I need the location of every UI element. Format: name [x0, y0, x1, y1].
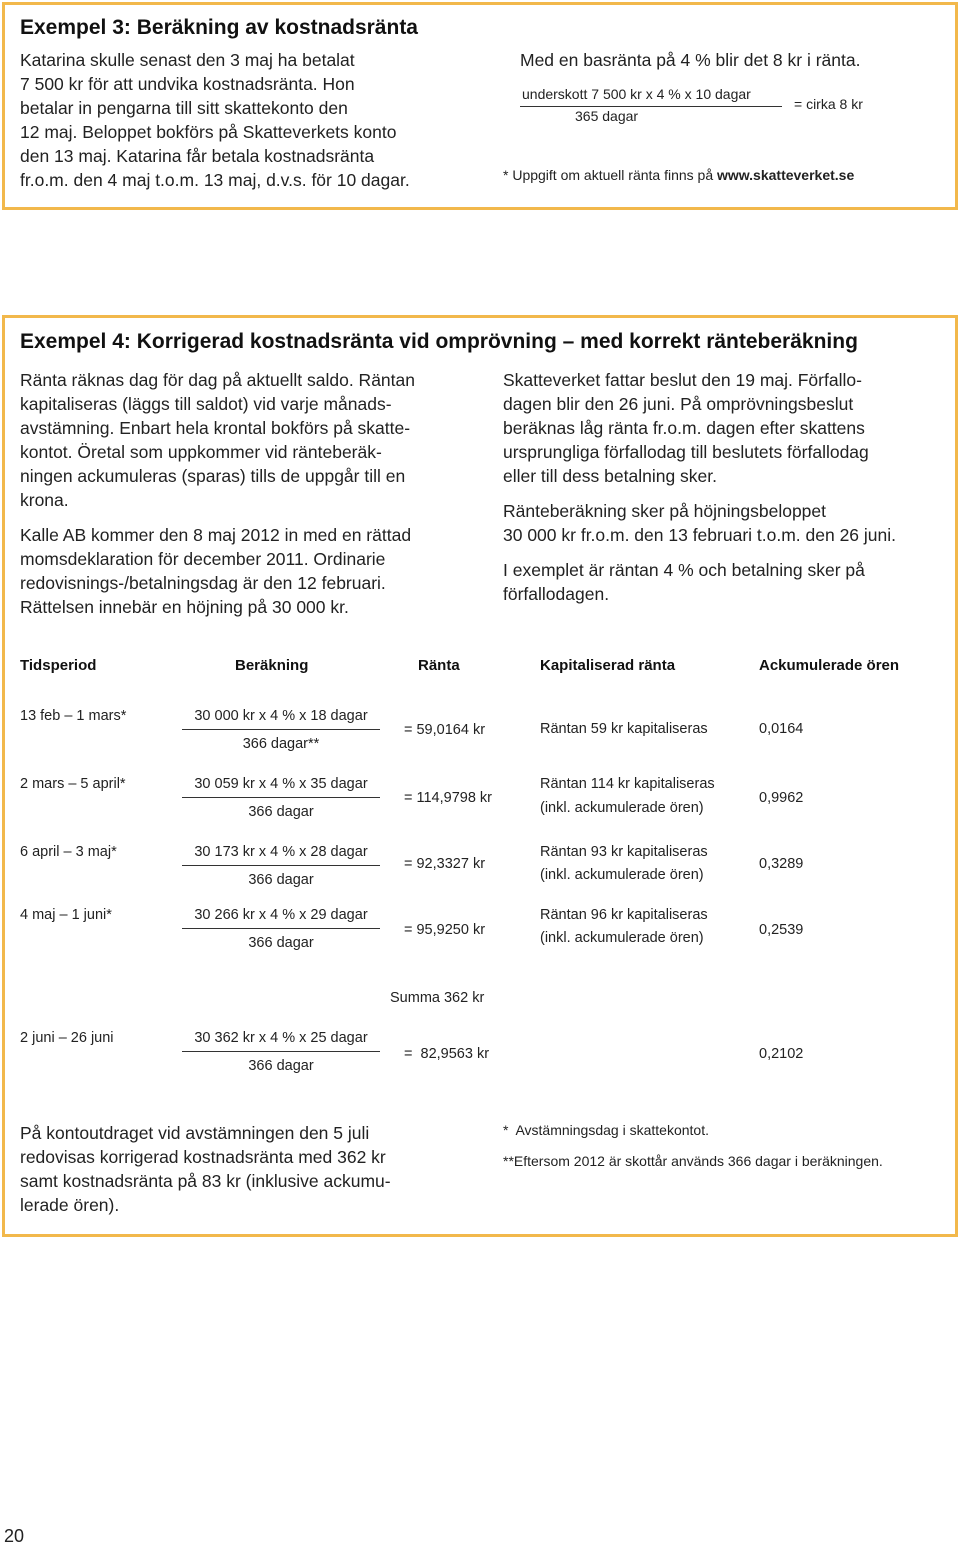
text-line: redovisnings-/betalningsdag är den 12 februari. — [20, 573, 386, 593]
table-header-berakning: Beräkning — [235, 657, 309, 674]
table-header-ranta: Ränta — [418, 657, 460, 674]
page-number: 20 — [4, 1526, 25, 1546]
text-line: Skatteverket fattar beslut den 19 maj. Förfallo- — [503, 370, 862, 390]
example3-line: 7 500 kr för att undvika kostnadsränta. Hon — [20, 74, 355, 94]
text-line: beräknas låg ränta fr.o.m. dagen efter skattens — [503, 418, 865, 438]
cell-ranta: = 82,9563 kr — [404, 1046, 490, 1062]
cell-oren: 0,2102 — [759, 1046, 804, 1062]
cell-numerator: 30 362 kr x 4 % x 25 dagar — [194, 1030, 368, 1046]
cell-oren: 0,3289 — [759, 856, 804, 872]
text-line: redovisas korrigerad kostnadsränta med 362 kr — [20, 1147, 386, 1167]
cell-denominator: 366 dagar — [248, 872, 314, 888]
footnote-skottar: **Eftersom 2012 är skottår används 366 dagar i beräkningen. — [503, 1153, 883, 1169]
cell-ranta: = 59,0164 kr — [404, 722, 486, 738]
table-header-ackumulerade: Ackumulerade ören — [759, 657, 900, 674]
cell-oren: 0,2539 — [759, 922, 804, 938]
text-line: förfallodagen. — [503, 584, 610, 604]
cell-kapitaliserad-note: (inkl. ackumulerade ören) — [540, 930, 704, 946]
text-line: avstämning. Enbart hela krontal bokförs på skatte- — [20, 418, 411, 438]
example3-formula-numerator: underskott 7 500 kr x 4 % x 10 dagar — [522, 86, 751, 102]
example3-footnote — [503, 167, 854, 183]
cell-kapitaliserad-note: (inkl. ackumulerade ören) — [540, 867, 704, 883]
cell-ranta: = 114,9798 kr — [404, 790, 493, 806]
cell-oren: 0,0164 — [759, 721, 804, 737]
table-header-tidsperiod: Tidsperiod — [20, 657, 97, 674]
fraction-line — [182, 797, 380, 798]
cell-numerator: 30 266 kr x 4 % x 29 dagar — [194, 907, 368, 923]
fraction-line — [182, 865, 380, 866]
cell-ranta: = 92,3327 kr — [404, 856, 486, 872]
example4-left-p2 — [20, 523, 490, 619]
example4-title: Exempel 4: Korrigerad kostnadsränta vid omprövning – med korrekt ränteberäkning — [20, 330, 858, 353]
cell-period: 2 mars – 5 april* — [20, 776, 126, 792]
cell-period: 6 april – 3 maj* — [20, 844, 117, 860]
example3-formula-denominator: 365 dagar — [575, 108, 639, 124]
example3-line: betalar in pengarna till sitt skattekonto den — [20, 98, 348, 118]
cell-denominator: 366 dagar — [248, 935, 314, 951]
text-line: ursprungliga förfallodag till beslutets förfallodag — [503, 442, 869, 462]
text-line: lerade ören). — [20, 1195, 120, 1215]
text-line: 30 000 kr fr.o.m. den 13 februari t.o.m. den 26 juni. — [503, 525, 897, 545]
text-line: ningen ackumuleras (sparas) tills de uppgår till en — [20, 466, 406, 486]
cell-period: 13 feb – 1 mars* — [20, 708, 127, 724]
text-line: samt kostnadsränta på 83 kr (inklusive ackumu- — [20, 1171, 391, 1191]
table-summa: Summa 362 kr — [390, 990, 485, 1006]
example3-text — [20, 48, 410, 192]
text-line: kontot. Öretal som uppkommer vid ränteberäk- — [20, 442, 382, 462]
example4-left-column — [20, 368, 490, 619]
cell-kapitaliserad: Räntan 114 kr kapitaliseras — [540, 776, 715, 792]
text-line: Ränteberäkning sker på höjningsbeloppet — [503, 501, 827, 521]
example3-formula-result: = cirka 8 kr — [794, 96, 863, 112]
cell-kapitaliserad-note: (inkl. ackumulerade ören) — [540, 800, 704, 816]
example3-formula-line — [520, 106, 782, 107]
example3-line: fr.o.m. den 4 maj t.o.m. 13 maj, d.v.s. för 10 dagar. — [20, 170, 410, 190]
text-line: Rättelsen innebär en höjning på 30 000 kr. — [20, 597, 349, 617]
cell-denominator: 366 dagar** — [242, 736, 320, 752]
skatteverket-link[interactable]: www.skatteverket.se — [717, 167, 855, 183]
example4-summary — [20, 1121, 391, 1217]
text-line: I exemplet är räntan 4 % och betalning sker på — [503, 560, 865, 580]
fraction-line — [182, 1051, 380, 1052]
fraction-line — [182, 928, 380, 929]
fraction-line — [182, 729, 380, 730]
footnote-avstamningsdag: * Avstämningsdag i skattekontot. — [503, 1122, 709, 1138]
cell-kapitaliserad: Räntan 59 kr kapitaliseras — [540, 721, 708, 737]
table-header-kapitaliserad: Kapitaliserad ränta — [540, 657, 676, 674]
text-line: På kontoutdraget vid avstämningen den 5 juli — [20, 1123, 370, 1143]
example3-line: 12 maj. Beloppet bokförs på Skatteverkets konto — [20, 122, 397, 142]
cell-numerator: 30 059 kr x 4 % x 35 dagar — [194, 776, 368, 792]
example4-right-p2 — [503, 499, 943, 547]
text-line: momsdeklaration för december 2011. Ordinarie — [20, 549, 386, 569]
example3-line: den 13 maj. Katarina får betala kostnadsränta — [20, 146, 375, 166]
text-line: krona. — [20, 490, 69, 510]
text-line: Ränta räknas dag för dag på aktuellt saldo. Räntan — [20, 370, 415, 390]
example4-right-p1 — [503, 368, 943, 488]
cell-denominator: 366 dagar — [248, 804, 314, 820]
cell-kapitaliserad: Räntan 96 kr kapitaliseras — [540, 907, 708, 923]
example3-line: Katarina skulle senast den 3 maj ha betalat — [20, 50, 355, 70]
cell-numerator: 30 000 kr x 4 % x 18 dagar — [194, 708, 368, 724]
example3-title: Exempel 3: Beräkning av kostnadsränta — [20, 16, 418, 39]
cell-period: 2 juni – 26 juni — [20, 1030, 114, 1046]
example3-right-heading: Med en basränta på 4 % blir det 8 kr i ränta. — [520, 50, 861, 70]
cell-ranta: = 95,9250 kr — [404, 922, 486, 938]
cell-numerator: 30 173 kr x 4 % x 28 dagar — [194, 844, 368, 860]
text-line: Kalle AB kommer den 8 maj 2012 in med en rättad — [20, 525, 412, 545]
text-line: kapitaliseras (läggs till saldot) vid varje månads- — [20, 394, 392, 414]
cell-period: 4 maj – 1 juni* — [20, 907, 112, 923]
cell-oren: 0,9962 — [759, 790, 804, 806]
example4-right-p3 — [503, 558, 943, 606]
example4-right-column — [503, 368, 943, 606]
example4-left-p1 — [20, 368, 490, 512]
cell-kapitaliserad: Räntan 93 kr kapitaliseras — [540, 844, 708, 860]
text-line: eller till dess betalning sker. — [503, 466, 717, 486]
text-line: dagen blir den 26 juni. På omprövningsbeslut — [503, 394, 854, 414]
cell-denominator: 366 dagar — [248, 1058, 314, 1074]
example3-footnote-text: * Uppgift om aktuell ränta finns på — [503, 167, 718, 183]
